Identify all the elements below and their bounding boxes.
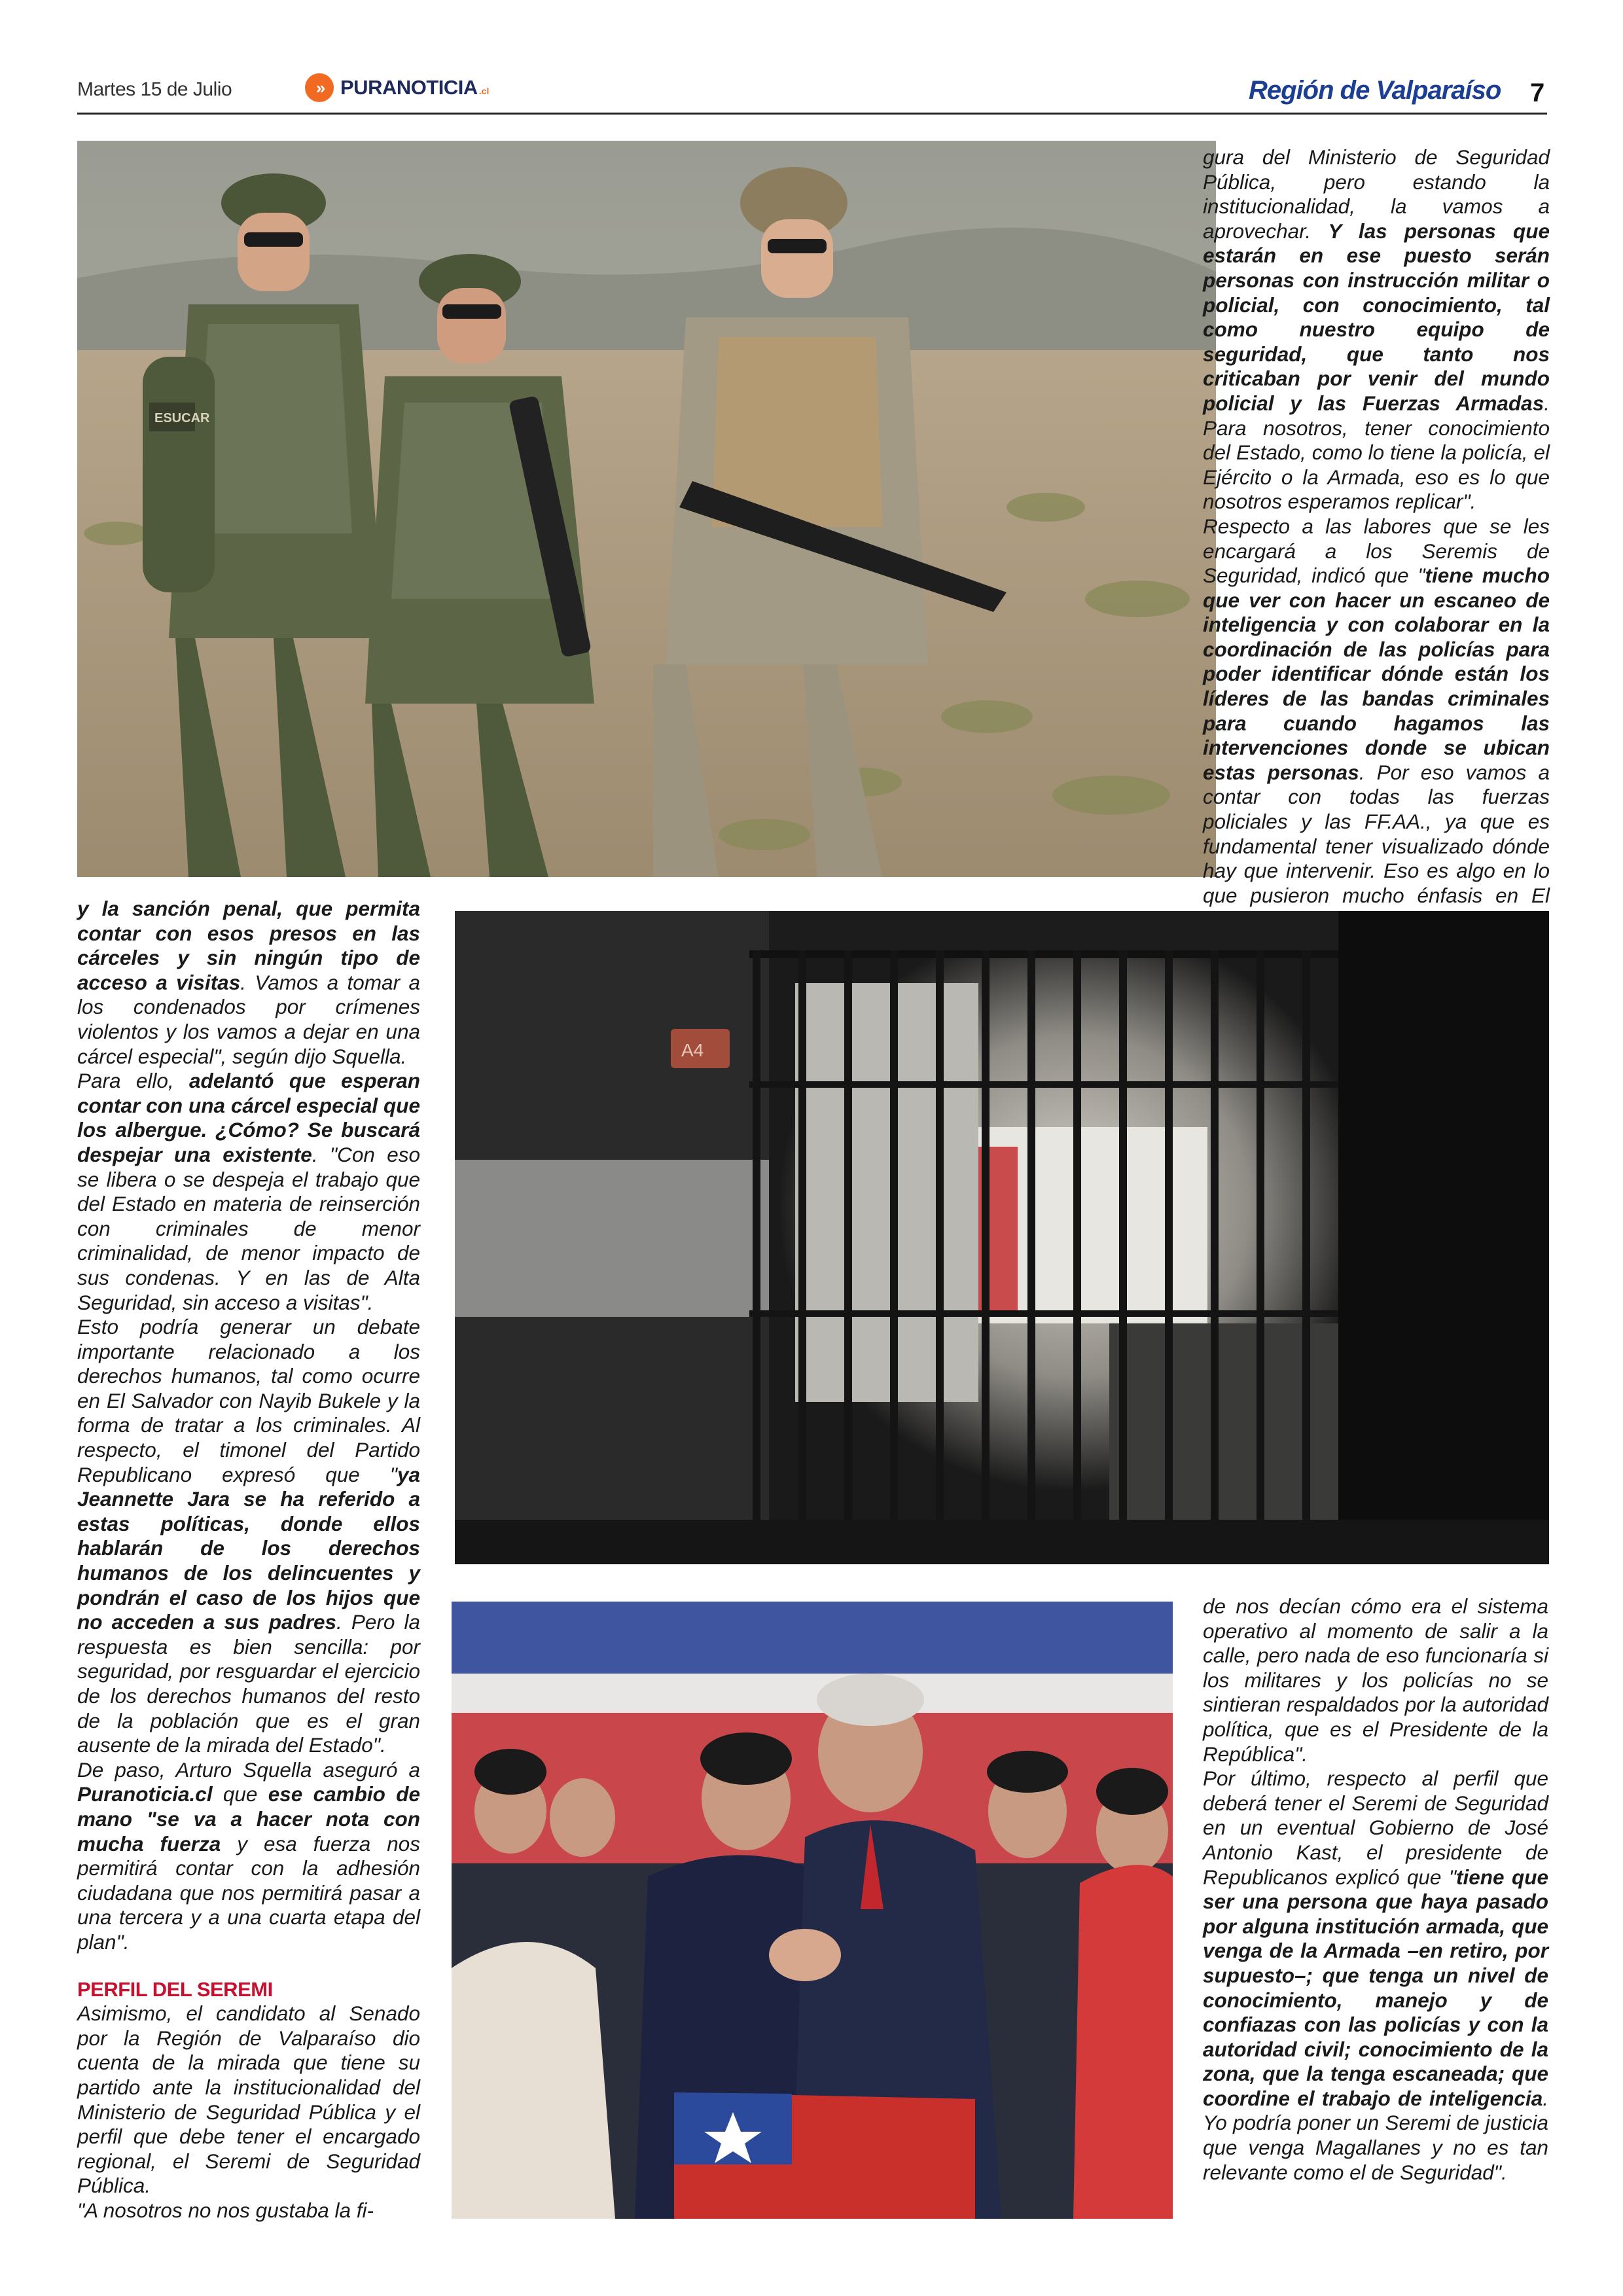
- text-run: Para ello,: [77, 1069, 189, 1093]
- text-run: De paso, Arturo Squella aseguró a: [77, 1757, 420, 1782]
- logo-arrows-icon: »: [305, 73, 334, 102]
- text-run: Por último, respecto al perfil que deberá tener el Seremi de Seguridad en un eventual Gobierno de José Antonio Kast, el presidente de Republicanos explicó que ": [1203, 1767, 1548, 1889]
- text-run-bold: ese cambio de mano "se va a hacer nota con mucha fuerza: [77, 1782, 420, 1856]
- paragraph: [1203, 1767, 1548, 2185]
- soldier-patch-label: ESUCAR: [154, 411, 210, 425]
- column-top-right: [1203, 145, 1550, 933]
- text-run-bold: tiene mucho que ver con hacer un escaneo de inteligencia y con colaborar en la coordinación de las policías para poder identificar dónde están los líderes de las bandas criminales para cuando hagamos las intervenciones donde se ubican estas personas: [1203, 564, 1550, 784]
- text-run: . Pero la respuesta es bien sencilla: por seguridad, por resguardar el ejercicio de los derechos humanos del resto de la población que es el gran ausente de la mirada del Estado".: [77, 1610, 420, 1757]
- paragraph: Asimismo, el candidato al Senado por la Región de Valparaíso dio cuenta de la mirada que tiene su partido ante la institucionalidad del Ministerio de Seguridad Pública y el perfil que debe tener el encargado regional, el Seremi de Seguridad Pública.: [77, 2001, 420, 2198]
- text-run: Respecto a las labores que se les encargará a los Seremis de Seguridad, indicó que ": [1203, 514, 1550, 588]
- column-bottom-right: [1203, 1594, 1548, 2185]
- text-run-bold: ya Jeannette Jara se ha referido a estas políticas, donde ellos hablarán de los derechos humanos de los delincuentes y pondrán el caso de los hijos que no acceden a sus padres: [77, 1462, 420, 1634]
- issue-date: Martes 15 de Julio: [77, 79, 232, 100]
- photo-soldiers: [77, 141, 1216, 877]
- photo-prison-corridor: [455, 911, 1549, 1564]
- paragraph: [77, 1758, 420, 1955]
- text-run: . Por eso vamos a contar con todas las fuerzas policiales y las FF.AA., ya que es fundamental tener visualizado dónde hay que intervenir. Eso es algo en lo que pusieron mucho énfasis en El: [1203, 760, 1550, 907]
- text-run: . Vamos a tomar a los condenados por crímenes violentos y los vamos a dejar en una cárcel especial", según dijo Squella.: [77, 970, 420, 1068]
- column-left: [77, 897, 420, 2223]
- puranoticia-logo: [305, 73, 489, 102]
- paragraph: de nos decían cómo era el sistema operativo al momento de salir a la calle, pero nada de eso funcionaría si los militares y los policías no se sintieran respaldados por la autoridad política, que es el Presidente de la República".: [1203, 1594, 1548, 1766]
- paragraph: [77, 1315, 420, 1758]
- paragraph: [1203, 514, 1550, 933]
- paragraph: "A nosotros no nos gustaba la fi-: [77, 2198, 374, 2222]
- subheading-perfil-del-seremi: PERFIL DEL SEREMI: [77, 1977, 273, 2001]
- text-run-bold: Puranoticia.cl: [77, 1782, 213, 1806]
- photo-political-event: [452, 1602, 1173, 2219]
- text-run: que: [212, 1782, 268, 1806]
- header-rule: [77, 113, 1547, 115]
- text-run-bold: y la sanción penal, que permita contar con esos presos en las cárceles y sin ningún tipo de acceso a visitas: [77, 897, 420, 994]
- logo-text: PURANOTICIA: [340, 76, 478, 99]
- page-number: 7: [1530, 79, 1545, 107]
- text-run-bold: adelantó que esperan contar con una cárcel especial que los albergue. ¿Cómo? Se buscará despejar una existente: [77, 1069, 420, 1166]
- text-run: y esa fuerza nos permitirá contar con la adhesión ciudadana que nos permitirá pasar a una tercera y a una cuarta etapa del plan".: [77, 1831, 420, 1954]
- text-run: gura del Ministerio de Seguridad Pública, pero estando la institucionalidad, la vamos a aprovechar.: [1203, 145, 1550, 243]
- logo-tld: .cl: [478, 86, 490, 96]
- section-title: Región de Valparaíso: [1249, 76, 1501, 105]
- paragraph: [77, 897, 420, 1069]
- text-run: Esto podría generar un debate importante relacionado a los derechos humanos, tal como ocurre en El Salvador con Nayib Bukele y la forma de tratar a los criminales. Al respecto, el timonel del Partido Republicano expresó que ": [77, 1315, 420, 1486]
- text-run-bold: Y las personas que estarán en ese puesto serán personas con instrucción militar o policial, con conocimiento, tal como nuestro equipo de seguridad, que tanto nos criticaban por venir del mundo policial y las Fuerzas Armadas: [1203, 219, 1550, 415]
- prison-sign-label: A4: [681, 1040, 704, 1060]
- text-run: . Para nosotros, tener conocimiento del Estado, como lo tiene la policía, el Ejército o la Armada, eso es lo que nosotros esperamos replicar".: [1203, 391, 1550, 514]
- paragraph: [77, 1069, 420, 1315]
- text-run-bold: tiene que ser una persona que haya pasado por alguna institución armada, que venga de la Armada –en retiro, por supuesto–; que tenga un nivel de conocimiento, manejo y de confiazas con las policías y con la autoridad civil; conocimiento de la zona, que la tenga escaneada; que coordine el trabajo de inteligencia: [1203, 1865, 1548, 2110]
- text-run: . Yo podría poner un Seremi de justicia que venga Magallanes y no es tan relevante como el de Seguridad".: [1203, 2086, 1548, 2184]
- text-run: . "Con eso se libera o se despeja el trabajo que del Estado en materia de reinserción con criminales de menor criminalidad, de menor impacto de sus condenas. Y en las de Alta Seguridad, sin acceso a visitas".: [77, 1142, 420, 1314]
- paragraph: [1203, 145, 1550, 514]
